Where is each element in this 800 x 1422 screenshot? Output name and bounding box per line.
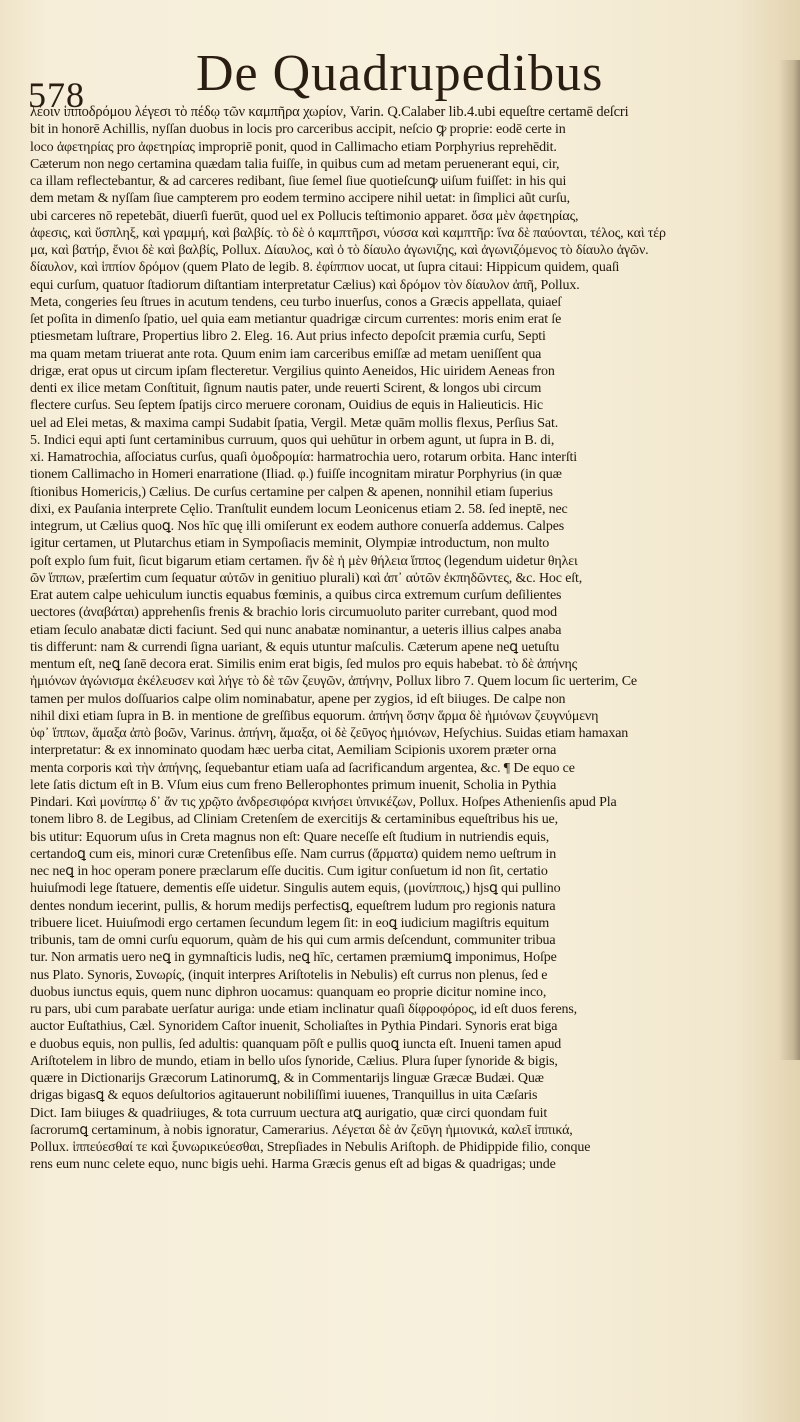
text-line: bit in honorē Achillis, nyſſan duobus in locis pro carceribus accipit, neſcio ꝙ proprie: eodē certe in bbox=[30, 122, 566, 138]
text-line: loco ἀφετηρίας pro ἀφετηρίας impropriē ponit, quod in Callimacho etiam Porphyrius reprehēdit. bbox=[30, 139, 557, 155]
text-line: integrum, ut Cælius quoꝗ. Nos hīc quę illi omiſerunt ex eodem authore conuerſa addemus. Calpes bbox=[30, 519, 565, 534]
text-line: poſt explo ſum fuit, ſicut bigarum etiam certamen. ἥν δὲ ἡ μὲν θήλεια ἵππος (legendum uidetur θηλει bbox=[30, 553, 578, 569]
text-line: dixi, ex Pauſania interprete Cęlio. Tranſtulit eundem locum Leonicenus etiam 2. 58. ſed ineptē, nec bbox=[30, 501, 568, 517]
text-line: ca illam reflectebantur, & ad carceres redibant, ſiue ſemel ſiue quotieſcunꝙ uiſum fuiſſet: in his qui bbox=[30, 174, 567, 189]
text-line: tamen per mulos doſſuarios calpe olim nominabatur, apene per zygios, id eſt biiuges. De calpe non bbox=[30, 691, 566, 707]
text-line: 5. Indici equi apti ſunt certaminibus curruum, quos qui uehūtur in orbem agunt, ut ſupra in B. di, bbox=[30, 432, 555, 448]
text-line: ubi carceres nō repetebāt, diuerſi fuerūt, quod uel ex Pollucis teſtimonio apparet. ὅσα μὲν ἀφετηρίας, bbox=[30, 208, 579, 224]
text-line: tionem Callimacho in Homeri enarratione (Iliad. φ.) fuiſſe incognitam miratur Porphyrius (in quæ bbox=[30, 467, 562, 483]
text-line: ἡμιόνων ἀγώνισμα ἐκέλευσεν καὶ λήγε τὸ δὲ τῶν ζευγῶν, ἀπήνην, Pollux libro 7. Quem locum ſic uerterim, Ce bbox=[30, 674, 637, 690]
text-line: rens eum nunc celete equo, nunc bigis uehi. Harma Græcis genus eſt ad bigas & quadrigas; unde bbox=[30, 1157, 556, 1173]
text-line: equi curſum, quatuor ſtadiorum diſtantiam interpretatur Cælius) καὶ δρόμον τὸν δίαυλον ἀπῆ, Pollux. bbox=[30, 277, 580, 293]
text-line: e duobus equis, non pullis, ſed adultis: quanquam pōſt e pullis quoꝗ iuncta eſt. Inueni tamen apud bbox=[30, 1036, 562, 1052]
text-line: Meta, congeries ſeu ſtrues in acutum tendens, ceu turbo inuerſus, conos a Græcis appellata, quiaeſ bbox=[30, 294, 562, 310]
text-line: menta corporis καὶ τὴν ἀπήνης, ſequebantur etiam uaſa ad ſacrificandum argentea, &c. ¶ De equo ce bbox=[30, 760, 575, 776]
text-line: Dict. Iam biiuges & quadriiuges, & tota curruum uectura atꝗ aurigatio, quæ circi quondam fuit bbox=[30, 1105, 548, 1121]
text-line: ſet poſita in dimenſo ſpatio, uel quia eam metiantur quadrigæ circum currentes: moris enim erat ſe bbox=[30, 312, 562, 327]
text-line: auctor Euſtathius, Cæl. Synoridem Caſtor inuenit, Scholiaſtes in Pythia Pindari. Synoris erat biga bbox=[30, 1019, 558, 1035]
text-line: drigas bigasꝗ & equos deſultorios agitauerunt nobiliſſimi iuuenes, Tranquillus in uita Cæſaris bbox=[30, 1088, 538, 1104]
text-line: xi. Hamatrochia, aſſociatus curſus, quaſi ὁμοδρομία: harmatrochia uero, rotarum orbita. Hanc interſti bbox=[30, 450, 578, 465]
text-line: nihil dixi etiam ſupra in B. in mentione de greſſibus equorum. ἀπήνη ὅσην ἅρμα δὲ ἡμιόνων ζευγνύμενη bbox=[30, 708, 599, 724]
text-line: mentum eſt, neꝗ ſanē decora erat. Similis enim erat bigis, ſed mulos pro equis habebat. τὸ δὲ ἀπήνης bbox=[30, 657, 578, 672]
body-text bbox=[30, 104, 792, 1174]
text-line: denti ex ilice metam Conſtituit, ſignum nautis pater, unde reuerti Scirent, & longos ubi circum bbox=[30, 381, 542, 396]
text-line: Cæterum non nego certamina quædam talia fuiſſe, in quibus cum ad metam peruenerant equi, cir, bbox=[30, 156, 560, 172]
text-line: tur. Non armatis uero neꝗ in gymnaſticis ludis, neꝗ hīc, certamen præmiumꝗ imponimus, Hoſpe bbox=[30, 950, 557, 966]
text-line: quære in Dictionarijs Græcorum Latinorumꝗ, & in Commentarijs linguæ Græcæ Budæi. Quæ bbox=[30, 1071, 544, 1086]
text-line: ῶν ἵππων, præſertim cum ſequatur αὐτῶν in genitiuo plurali) καὶ ἀπ᾽ αὐτῶν ἐκπηδῶντες, &c. Hoc eſt, bbox=[30, 570, 583, 586]
text-line: huiuſmodi lege ſtatuere, dementis eſſe uidetur. Singulis autem equis, (μονίπποις,) hjsꝗ qui pullino bbox=[30, 881, 561, 897]
text-line: ma quam metam triuerat ante rota. Quum enim iam carceribus emiſſæ ad metam ueniſſent qua bbox=[30, 346, 542, 362]
text-line: ſacrorumꝗ certaminum, à nobis ignoratur, Camerarius. Λέγεται δὲ ἀν ζεῦγη ἡμιονικά, καλεῖ ἱππικά, bbox=[30, 1122, 573, 1138]
text-line: nus Plato. Synoris, Συνωρίς, (inquit interpres Ariſtotelis in Nebulis) eſt currus non plenus, ſed e bbox=[30, 967, 548, 983]
text-line: ru pars, ubi cum parabate uerſatur auriga: unde etiam inclinatur quaſi δίφροφόρος, id eſt duos ferens, bbox=[30, 1002, 578, 1017]
running-head: De Quadrupedibus bbox=[196, 45, 604, 102]
text-line: uectores (ἀναβάται) apprehenſis frenis & brachio loris circumuoluto pariter currebant, quod mod bbox=[30, 605, 557, 621]
text-line: duobus iunctus equis, quem nunc diphron uocamus: quanquam eo proprie dicitur nomine inco, bbox=[30, 984, 547, 1000]
text-line: etiam ſeculo anabatæ dicti faciunt. Sed qui nunc anabatæ nominantur, a ueteris illius calpes anaba bbox=[30, 622, 562, 638]
text-line: ἀφεσις, καὶ ὕσπληξ, καὶ γραμμή, καὶ βαλβίς. τὸ δὲ ὁ καμπτῆρσι, νύσσα καὶ καμπτῆρ: ἵνα δὲ παύονται, τέλος, καὶ τέρ bbox=[30, 225, 666, 241]
text-line: interpretatur: & ex innominato quodam hæc uerba citat, Aemiliam Scipionis uxorem præter orna bbox=[30, 743, 557, 759]
text-line: tonem libro 8. de Legibus, ad Cliniam Cretenſem de exercitijs & certaminibus equeſtribus his ue, bbox=[30, 812, 558, 828]
text-line: dem metam & nyſſam ſiue campterem pro eodem termino accipere nihil uetat: in ſimplici aũt curſu, bbox=[30, 191, 570, 207]
text-line: ſtionibus Homericis,) Cælius. De curſus certamine per calpen & apenen, nonnihil etiam ſuperius bbox=[30, 484, 553, 500]
text-line: ὑφ᾽ ἵππων, ἅμαξα ἀπὸ βοῶν, Varinus. ἀπήνη, ἅμαξα, οἱ δὲ ζεῦγος ἡμιόνων, Heſychius. Suidas etiam hamaxan bbox=[30, 726, 629, 741]
text-line: certandoꝗ cum eis, minori curæ Cretenſibus eſſe. Nam currus (ἅρματα) quidem nemo ueſtrum in bbox=[30, 846, 557, 862]
text-line: flectere curſus. Seu ſeptem ſpatijs circo meruere coronam, Ouidius de equis in Halieuticis. Hic bbox=[30, 398, 543, 414]
text-line: uel ad Elei metas, & maxima campi Sudabit ſpatia, Vergil. Metæ quām mollis flexus, Perſius Sat. bbox=[30, 415, 559, 431]
text-line: drigæ, erat opus ut circum ipſam flecteretur. Vergilius quinto Aeneidos, Hic uiridem Aeneas fron bbox=[30, 363, 555, 379]
text-line: Erat autem calpe uehiculum iunctis equabus fœminis, a quibus circa extremum curſum deſilientes bbox=[30, 588, 562, 603]
text-line: dentes nondum iecerint, pullis, & horum medijs perfectisꝗ, equeſtrem ludum pro regionis natura bbox=[30, 898, 556, 914]
text-line: ptiesmetam luſtrare, Propertius libro 2. Eleg. 16. Aut prius infecto depoſcit præmia curſu, Septi bbox=[30, 329, 546, 345]
text-line: δίαυλον, καὶ ἱππίον δρόμον (quem Plato de legib. 8. ἐφίππιον uocat, ut ſupra citaui: Hippicum quidem, quaſi bbox=[30, 260, 620, 276]
text-line: Ariſtotelem in libro de mundo, etiam in bello uſos ſynoride, Cælius. Plura ſuper ſynoride & bigis, bbox=[30, 1053, 558, 1069]
text-line: λέοιν ἱπποδρόμου λέγεσι τὸ πέδῳ τῶν καμπῆρα χωρίον, Varin. Q.Calaber lib.4.ubi equeſtre certamē deſcri bbox=[30, 104, 629, 120]
text-line: Pindari. Καὶ μονίππῳ δ᾽ ἄν τις χρῷτο ἀνδρεσιφόρα κινήσει ὑπνικέζων, Pollux. Hoſpes Athenienſis apud Pla bbox=[30, 795, 617, 810]
page-number: 578 bbox=[28, 75, 85, 115]
text-line: nec neꝗ in hoc operam ponere præclarum eſſe ducitis. Cum igitur conſuetum id non ſit, certatio bbox=[30, 864, 548, 879]
text-line: bis utitur: Equorum uſus in Creta magnus non eſt: Quare neceſſe eſt ſtudium in nutriendis equis, bbox=[30, 829, 550, 845]
text-line: igitur certamen, ut Plutarchus etiam in Sympoſiacis meminit, Olympiæ introductum, non multo bbox=[30, 536, 550, 552]
text-line: tribunis, tam de omni curſu equorum, quàm de his qui cum armis deſcendunt, communiter tribua bbox=[30, 933, 556, 948]
text-line: tribuere licet. Huiuſmodi ergo certamen ſecundum legem ſit: in eoꝗ iudicium magiſtris equitum bbox=[30, 915, 550, 931]
text-line: tis differunt: nam & currendi ſigna uariant, & equis utuntur maſculis. Cæterum apene neꝗ uetuſtu bbox=[30, 639, 560, 655]
text-line: μα, καὶ βατήρ, ἔνιοι δὲ καὶ βαλβίς, Pollux. Δίαυλος, καὶ ὁ τὸ δίαυλο ἀγωνιζης, καὶ ἀγωνιζόμενος τὸ δίαυλο ἀγῶν. bbox=[30, 243, 649, 258]
text-line: lete ſatis dictum eſt in B. Vſum eius cum freno Bellerophontes primum inuenit, Scholia in Pythia bbox=[30, 777, 557, 793]
text-line: Pollux. ἱππεύεσθαί τε καὶ ξυνωρικεύεσθαι, Strepſiades in Nebulis Ariſtoph. de Phidippide filio, conque bbox=[30, 1140, 591, 1155]
